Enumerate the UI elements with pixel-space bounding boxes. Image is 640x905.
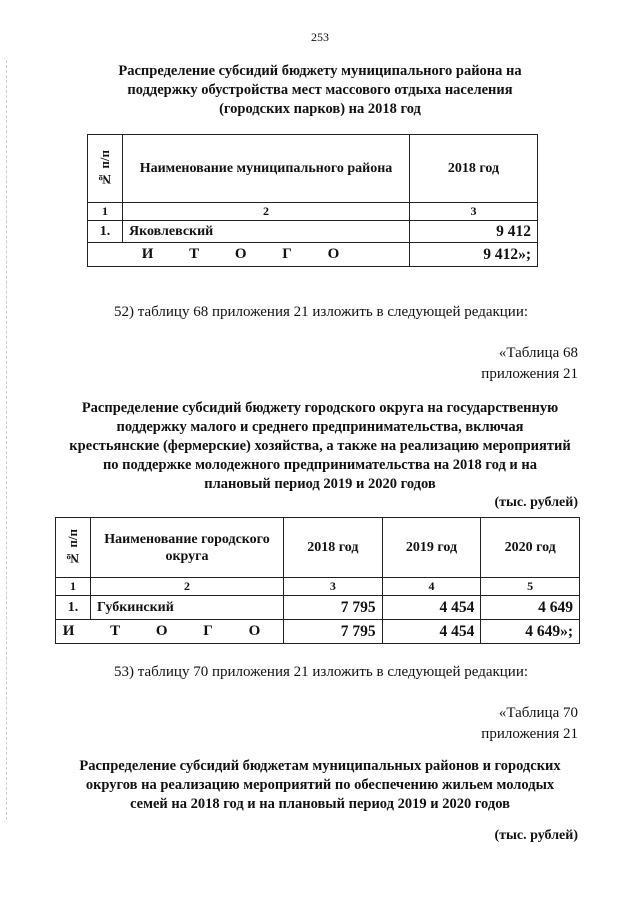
- total-value-2018: 7 795: [284, 620, 383, 644]
- paragraph-52: 52) таблицу 68 приложения 21 изложить в следующей редакции:: [114, 304, 529, 320]
- table-ref-line: «Таблица 70: [498, 705, 578, 721]
- heading-line: поддержку обустройства мест массового отдыха населения: [127, 82, 513, 98]
- heading-line: Распределение субсидий бюджетам муниципальных районов и городских: [79, 758, 561, 774]
- heading-line: семей на 2018 год и на плановый период 2019 и 2020 годов: [130, 796, 510, 812]
- row-value-2020: 4 649: [481, 596, 580, 620]
- heading-line: Распределение субсидий бюджету муниципального района на: [118, 63, 522, 79]
- index-cell: 2: [91, 578, 284, 596]
- section3-heading: [50, 757, 590, 814]
- heading-line: плановый период 2019 и 2020 годов: [204, 476, 436, 492]
- table-header-row: [88, 135, 538, 203]
- table70-reference: [481, 703, 578, 745]
- col-header-2018: 2018 год: [284, 518, 383, 578]
- heading-line: по поддержке молодежного предпринимательства на 2018 год и на: [102, 457, 538, 473]
- col-header-2018: 2018 год: [410, 135, 538, 203]
- row-value-2018: 7 795: [284, 596, 383, 620]
- row-name: Яковлевский: [123, 221, 410, 243]
- total-label-cell: [88, 243, 410, 267]
- table-ref-line: приложения 21: [481, 366, 578, 382]
- row-no: 1.: [56, 596, 91, 620]
- index-cell: 3: [284, 578, 383, 596]
- total-label: И Т О Г О: [141, 246, 356, 262]
- row-name: Губкинский: [91, 596, 284, 620]
- table-ref-line: «Таблица 68: [498, 345, 578, 361]
- col-header-name: Наименование городского округа: [91, 518, 284, 578]
- heading-line: поддержку малого и среднего предпринимательства, включая: [116, 419, 524, 435]
- total-value-2018: 9 412»;: [410, 243, 538, 267]
- table-row: [56, 596, 580, 620]
- heading-line: округов на реализацию мероприятий по обеспечению жильем молодых: [85, 777, 555, 793]
- paragraph-53: 53) таблицу 70 приложения 21 изложить в следующей редакции:: [114, 664, 529, 680]
- heading-line: Распределение субсидий бюджету городского округа на государственную: [81, 400, 559, 416]
- row-value-2018: 9 412: [410, 221, 538, 243]
- scan-margin-mark: [6, 60, 8, 820]
- total-label: И Т О Г О: [62, 623, 277, 639]
- table-total-row: [88, 243, 538, 267]
- col-header-no: № п/п: [56, 518, 91, 578]
- total-value-2020: 4 649»;: [481, 620, 580, 644]
- index-cell: 2: [123, 203, 410, 221]
- section2-heading: [50, 399, 590, 494]
- table-parks: [87, 134, 538, 267]
- table-total-row: [56, 620, 580, 644]
- heading-line: (городских парков) на 2018 год: [219, 101, 421, 117]
- index-cell: 3: [410, 203, 538, 221]
- index-cell: 5: [481, 578, 580, 596]
- section1-heading: [60, 62, 580, 119]
- units-label: (тыс. рублей): [494, 495, 578, 510]
- index-cell: 1: [88, 203, 123, 221]
- col-header-name: Наименование муниципального района: [123, 135, 410, 203]
- units-label: (тыс. рублей): [494, 828, 578, 843]
- table-row: [88, 221, 538, 243]
- row-value-2019: 4 454: [382, 596, 481, 620]
- row-no: 1.: [88, 221, 123, 243]
- index-cell: 1: [56, 578, 91, 596]
- table-entrepreneurship: [55, 517, 580, 644]
- index-cell: 4: [382, 578, 481, 596]
- total-value-2019: 4 454: [382, 620, 481, 644]
- table-index-row: [88, 203, 538, 221]
- table68-reference: [481, 343, 578, 385]
- col-header-2019: 2019 год: [382, 518, 481, 578]
- heading-line: крестьянские (фермерские) хозяйства, а также на реализацию мероприятий: [69, 438, 571, 454]
- table-ref-line: приложения 21: [481, 726, 578, 742]
- col-header-2020: 2020 год: [481, 518, 580, 578]
- col-header-no: № п/п: [88, 135, 123, 203]
- table-index-row: [56, 578, 580, 596]
- table-header-row: [56, 518, 580, 578]
- total-label-cell: [56, 620, 284, 644]
- page-number: 253: [311, 30, 329, 44]
